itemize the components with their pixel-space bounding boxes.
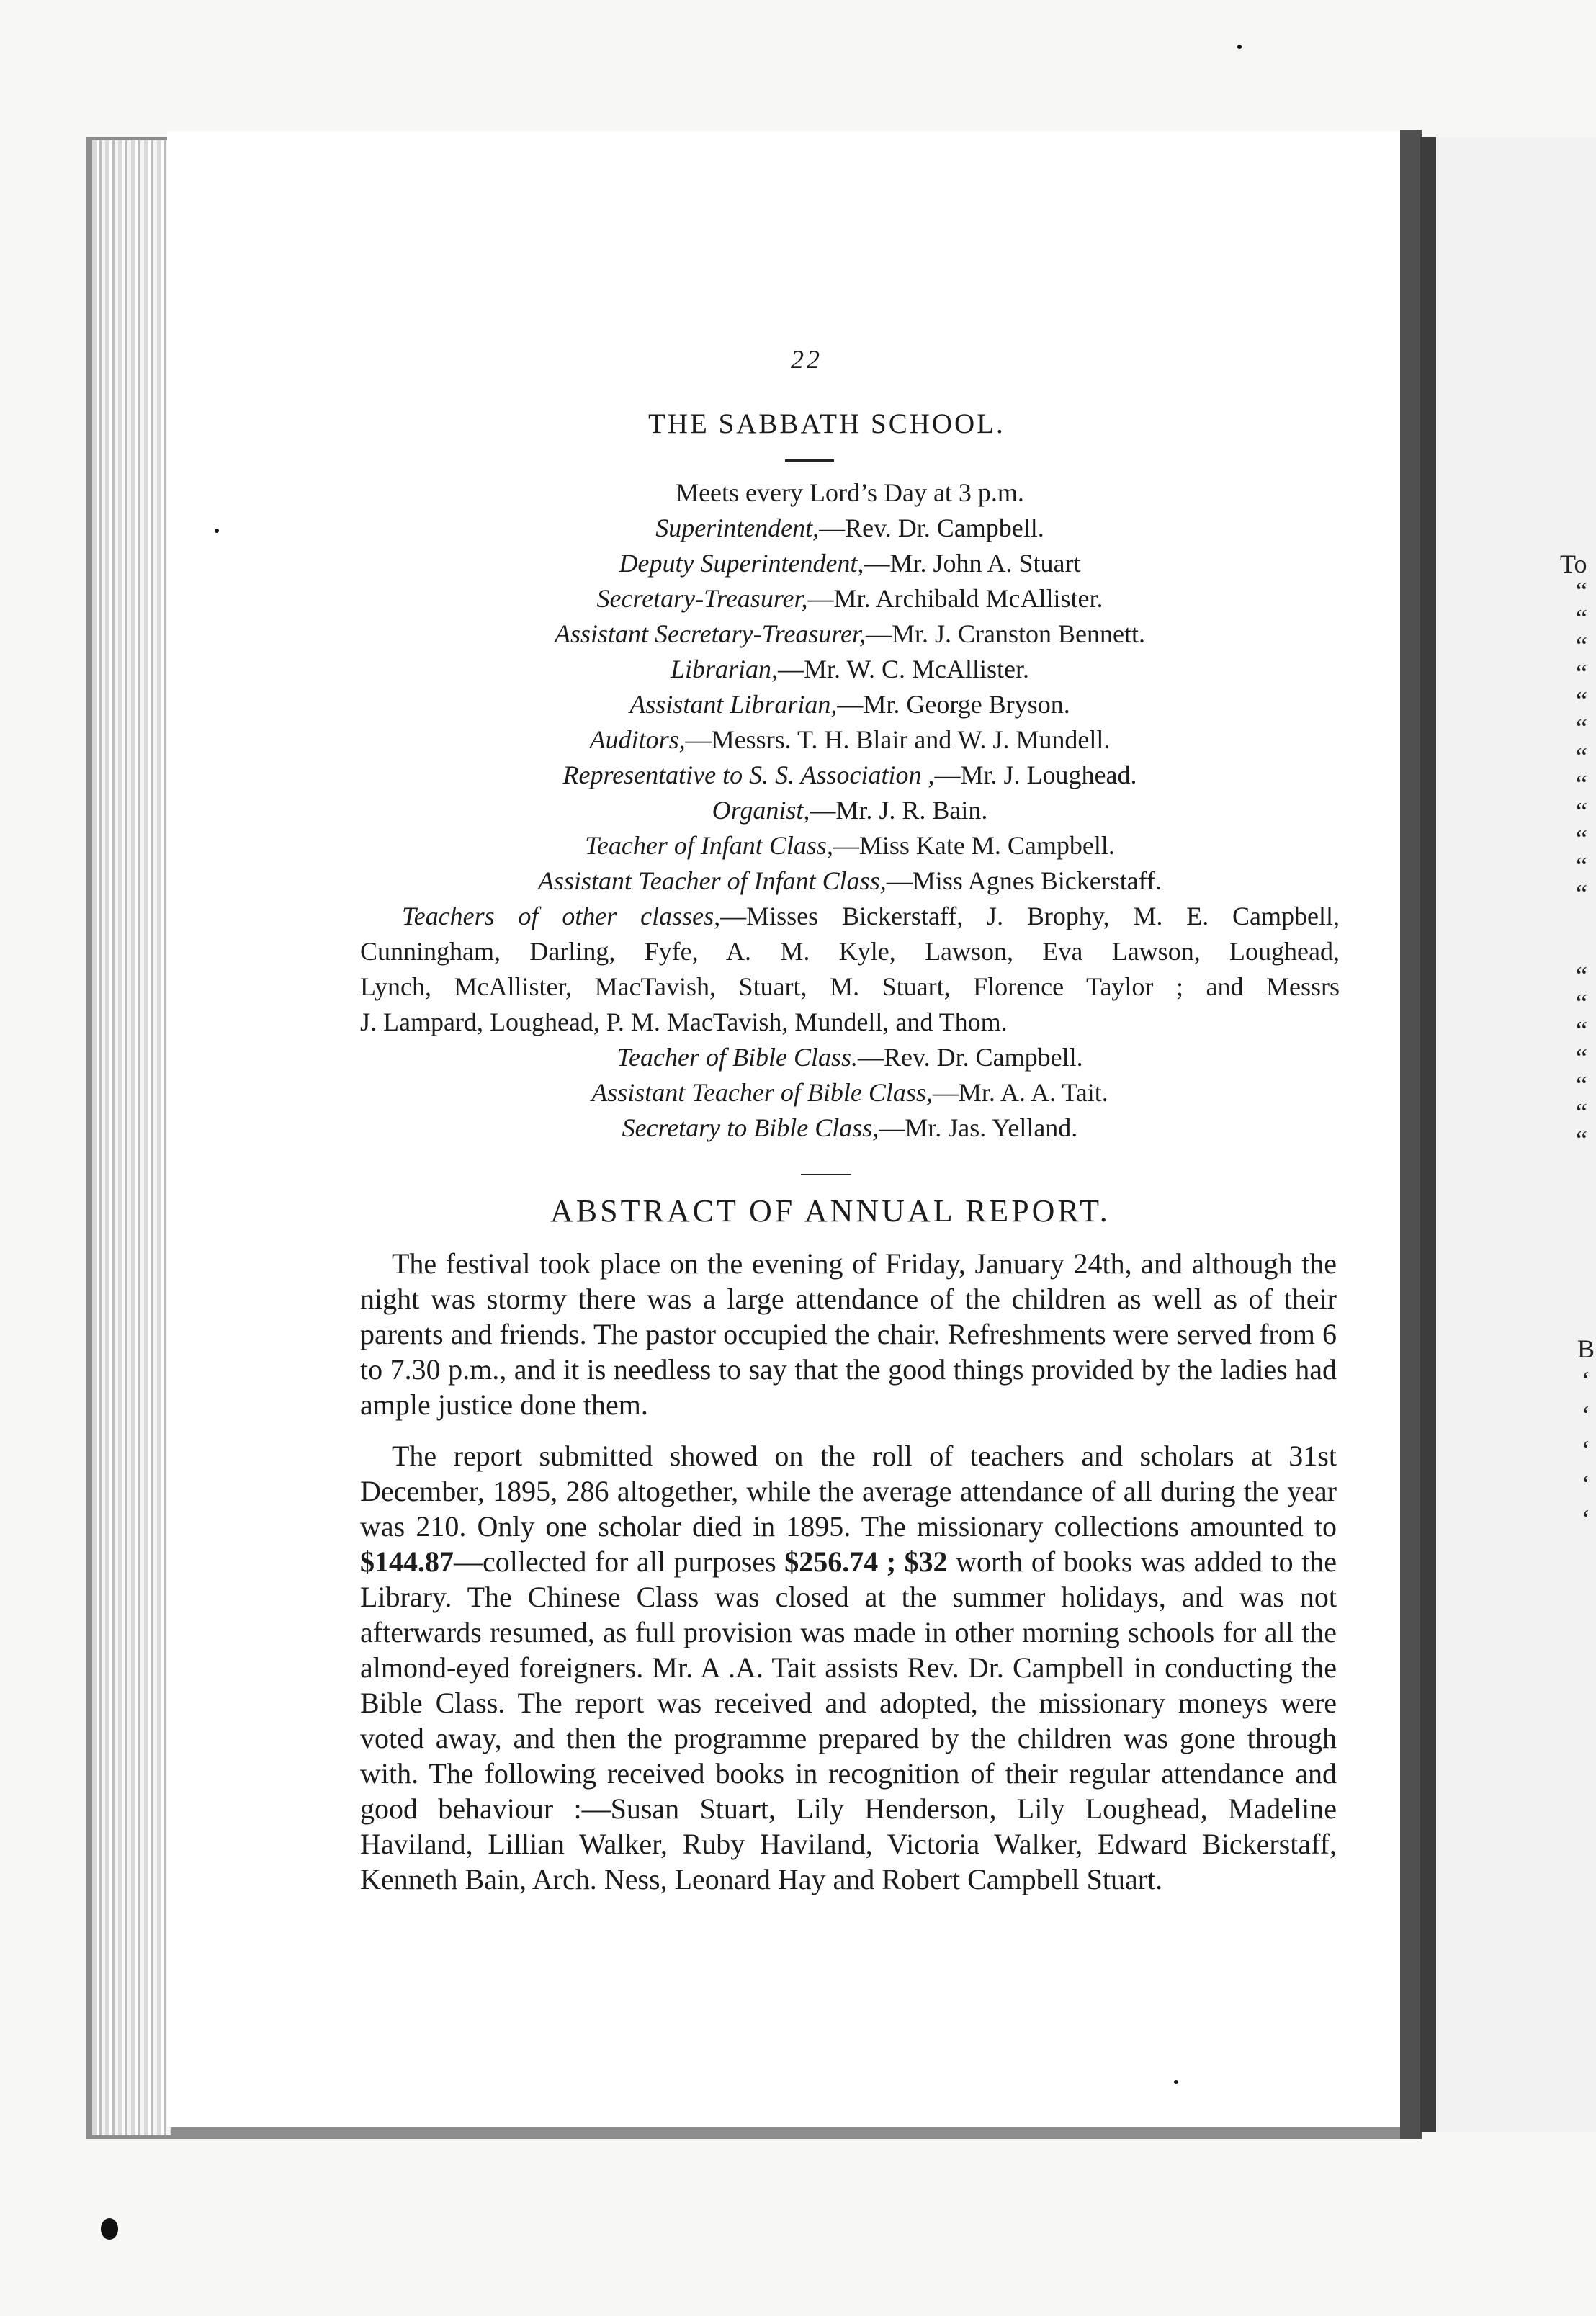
book-gutter [1400, 130, 1422, 2139]
officer-line-3 [360, 581, 1340, 616]
facing-page-quote-6: “ [1576, 742, 1587, 771]
facing-page-quote-7: “ [1576, 770, 1587, 799]
facing-page-quote-12: “ [1576, 961, 1587, 990]
officer-line-4-role: Assistant Secretary-Treasurer, [555, 619, 866, 648]
facing-page-quote-17: “ [1576, 1098, 1587, 1127]
facing-page-quote-4: “ [1576, 686, 1587, 715]
officer-line-8-text: —Mr. J. Loughead. [934, 760, 1137, 789]
facing-page-mark-1: ‘ [1582, 1401, 1590, 1429]
bible-class-line-2 [360, 1110, 1340, 1146]
officers-list [360, 475, 1340, 1146]
officer-line-8 [360, 758, 1340, 793]
officer-line-11-role: Assistant Teacher of Infant Class, [537, 866, 887, 895]
dust-speck [101, 2218, 118, 2240]
officer-line-9-text: —Mr. J. R. Bain. [810, 796, 988, 825]
officer-line-10-text: —Miss Kate M. Campbell. [833, 831, 1115, 860]
facing-page-quote-16: “ [1576, 1071, 1587, 1100]
teachers-line-2: Cunningham, Darling, Fyfe, A. M. Kyle, Lawson, Eva Lawson, Loughead, [360, 937, 1340, 966]
facing-page-quote-15: “ [1576, 1043, 1587, 1072]
bible-class-line-0 [360, 1040, 1340, 1075]
abstract-title: ABSTRACT OF ANNUAL REPORT. [550, 1193, 1111, 1229]
bible-class-line-2-text: —Mr. Jas. Yelland. [879, 1113, 1078, 1142]
abstract-rule [801, 1174, 851, 1175]
facing-page-mark-4: ‘ [1582, 1504, 1590, 1533]
officer-line-6 [360, 687, 1340, 722]
officer-line-6-role: Assistant Librarian, [629, 690, 838, 719]
facing-page-b: B [1577, 1334, 1595, 1363]
officer-line-3-text: —Mr. Archibald McAllister. [807, 584, 1103, 613]
officer-line-4-text: —Mr. J. Cranston Bennett. [866, 619, 1145, 648]
bible-class-line-1-text: —Mr. A. A. Tait. [932, 1078, 1108, 1107]
p2-text-c: —collected for all purposes [454, 1545, 785, 1578]
officer-line-10 [360, 828, 1340, 863]
officer-line-0 [360, 475, 1340, 511]
officer-line-1-role: Superintendent, [655, 513, 820, 542]
facing-page-quote-14: “ [1576, 1016, 1587, 1045]
officer-lines [360, 475, 1340, 899]
officer-line-7-text: —Messrs. T. H. Blair and W. J. Mundell. [685, 725, 1111, 754]
dust-speck [1237, 45, 1242, 49]
facing-page-quote-0: “ [1576, 577, 1587, 606]
officer-line-10-role: Teacher of Infant Class, [585, 831, 833, 860]
officer-line-0-text: Meets every Lord’s Day at 3 p.m. [676, 478, 1024, 507]
teachers-line-1 [360, 899, 1340, 934]
bible-class-line-0-role: Teacher of Bible Class. [617, 1043, 858, 1072]
facing-page-quote-1: “ [1576, 604, 1587, 633]
officer-line-1 [360, 511, 1340, 546]
officer-line-7 [360, 722, 1340, 758]
officer-line-9 [360, 793, 1340, 828]
bible-class-lines [360, 1040, 1340, 1146]
bible-class-line-1-role: Assistant Teacher of Bible Class, [591, 1078, 933, 1107]
officer-line-1-text: —Rev. Dr. Campbell. [819, 513, 1044, 542]
teachers-line-4: J. Lampard, Loughead, P. M. MacTavish, Mundell, and Thom. [360, 1007, 1008, 1036]
officer-line-5 [360, 652, 1340, 687]
officer-line-2-role: Deputy Superintendent, [619, 549, 864, 578]
p2-text-e: worth of books was added to the Library. The Chinese Class was closed at the summer holidays, and was not afterwards resumed, as full provision was made in other morning schools for all the almond-eyed foreigners. Mr. A .A. Tait assists Rev. Dr. Campbell in conducting the Bible Class. The report was received and adopted, the missionary moneys were voted away, and then the programme prepared by the children was gone through with. The following received books in recognition of their regular attendance and good behaviour :—Susan Stuart, Lily Henderson, Lily Loughead, Madeline Haviland, Lillian Walker, Ruby Haviland, Victoria Walker, Edward Bickerstaff, Kenneth Bain, Arch. Ness, Leonard Hay and Robert Campbell Stuart. [360, 1545, 1337, 1895]
facing-page [1420, 137, 1596, 2132]
facing-page-quote-9: “ [1576, 825, 1587, 853]
officer-line-2 [360, 546, 1340, 581]
report-paragraph-1: The festival took place on the evening of Friday, January 24th, and although the night was stormy there was a large attendance of the children as well as of their parents and friends. The pastor occupied the chair. Refreshments were served from 6 to 7.30 p.m., and it is needless to say that the good things provided by the ladies had ample justice done them. [360, 1247, 1337, 1421]
facing-page-quote-18: “ [1576, 1126, 1587, 1154]
officer-line-7-role: Auditors, [589, 725, 686, 754]
facing-page-quote-13: “ [1576, 989, 1587, 1018]
facing-page-quote-5: “ [1576, 714, 1587, 742]
report-paragraph-2 [360, 1438, 1337, 1897]
report-body [360, 1246, 1337, 1913]
section-title: THE SABBATH SCHOOL. [648, 408, 1005, 439]
officer-line-9-role: Organist, [712, 796, 810, 825]
p2-text-a: The report submitted showed on the roll of teachers and scholars at 31st December, 1895, 286 altogether, while the average attendance of all during the year was 210. Only one scholar died in 1895. The missionary collections amounted to [360, 1440, 1337, 1543]
officer-line-2-text: —Mr. John A. Stuart [864, 549, 1081, 578]
facing-page-to: To [1560, 549, 1587, 578]
facing-page-mark-0: ‘ [1582, 1366, 1590, 1395]
title-rule [785, 459, 834, 462]
officer-line-8-role: Representative to S. S. Association , [562, 760, 935, 789]
officer-line-6-text: —Mr. George Bryson. [837, 690, 1070, 719]
teachers-role: Teachers of other classes, [402, 902, 721, 930]
officer-line-11-text: —Miss Agnes Bickerstaff. [886, 866, 1162, 895]
officer-line-5-role: Librarian, [670, 655, 778, 683]
facing-page-quote-10: “ [1576, 852, 1587, 881]
facing-page-mark-2: ‘ [1582, 1435, 1590, 1464]
page-number: 22 [791, 345, 822, 374]
facing-page-quote-8: “ [1576, 797, 1587, 826]
bible-class-line-1 [360, 1075, 1340, 1110]
dust-speck [1174, 2080, 1178, 2084]
p2-amount-2: $256.74 ; $32 [784, 1545, 948, 1578]
bible-class-line-0-text: —Rev. Dr. Campbell. [858, 1043, 1083, 1072]
teachers-line-3: Lynch, McAllister, MacTavish, Stuart, M. Stuart, Florence Taylor ; and Messrs [360, 972, 1340, 1001]
bible-class-line-2-role: Secretary to Bible Class, [622, 1113, 879, 1142]
officer-line-4 [360, 616, 1340, 652]
facing-page-quote-11: “ [1576, 879, 1587, 908]
teachers-text-1: —Misses Bickerstaff, J. Brophy, M. E. Campbell, [720, 902, 1340, 930]
officer-line-3-role: Secretary-Treasurer, [596, 584, 808, 613]
dust-speck [215, 529, 219, 533]
facing-page-quote-2: “ [1576, 632, 1587, 660]
officer-line-5-text: —Mr. W. C. McAllister. [778, 655, 1030, 683]
page-edges [92, 140, 171, 2135]
facing-page-quote-3: “ [1576, 659, 1587, 688]
officer-line-11 [360, 863, 1340, 899]
p2-amount-1: $144.87 [360, 1545, 454, 1578]
facing-page-mark-3: ‘ [1582, 1470, 1590, 1499]
